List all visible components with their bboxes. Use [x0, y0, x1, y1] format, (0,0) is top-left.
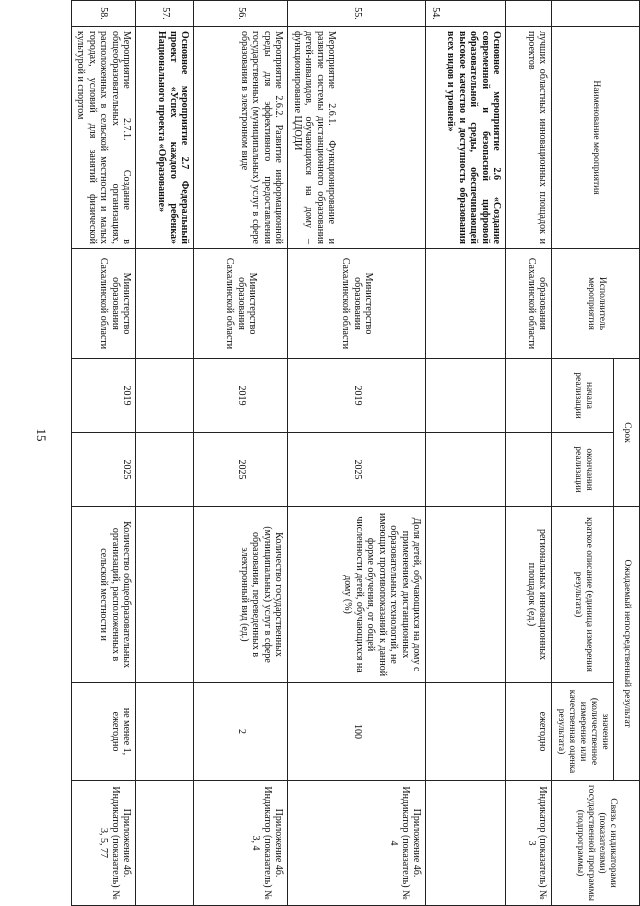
row-start: [136, 359, 194, 433]
header-executor: Исполнитель мероприятия: [552, 249, 640, 359]
row-name: Основное мероприятие 2.6 «Создание современной и безопасной цифровой образовательной среды, обеспечивающей высокое качество и доступность образования всех видов и уровней»: [426, 27, 506, 249]
row-number: 54.: [426, 1, 506, 27]
row-value: [136, 683, 194, 781]
row-link: [426, 781, 506, 906]
row-link: Приложение 4б. Индикатор (показатель) № 4: [288, 781, 426, 906]
header-value: значение (количественное измерение или качественная оценка результата): [552, 683, 614, 781]
header-name: Наименование мероприятия: [552, 27, 640, 249]
row-name: Мероприятие 2.6.1. Функционирование и развитие системы дистанционного образования детей-инвалидов, обучающихся на дому – функционирование ЦДОДИ: [288, 27, 426, 249]
page-number: 15: [34, 428, 49, 442]
header-expected: Ожидаемый непосредственный результат: [614, 507, 640, 781]
table-row: [136, 1, 194, 906]
table-row: [426, 1, 506, 906]
row-value: 100: [288, 683, 426, 781]
row-name: Основное мероприятие 2.7 Федеральный проект «Успех каждого ребенка» Национального проекта «Образование»: [136, 27, 194, 249]
table-row: [194, 1, 288, 906]
row-desc: Количество государственных (муниципальных) услуг в сфере образования, переведенных в электронный вид (ед.): [194, 507, 288, 683]
row-executor: [136, 249, 194, 359]
row-start: 2019: [288, 359, 426, 433]
header-link: Связь с индикаторами (показателями) государственной программы (подпрограммы): [552, 781, 640, 906]
row-executor: Министерство образования Сахалинской области: [194, 249, 288, 359]
row-link: [136, 781, 194, 906]
row-link: Приложение 4б. Индикатор (показатель) № 3, 5, 77: [71, 781, 136, 906]
row-link: Приложение 4б. Индикатор (показатель) № 3, 4: [194, 781, 288, 906]
row-executor: Министерство образования Сахалинской области: [288, 249, 426, 359]
row-value: 2: [194, 683, 288, 781]
row-start: 2019: [71, 359, 136, 433]
table-row: [288, 1, 426, 906]
row-value: [426, 683, 506, 781]
row-desc: Количество общеобразовательных организаций, расположенных в сельской местности и: [71, 507, 136, 683]
header-start: начала реализации: [552, 359, 614, 433]
row-executor: образования Сахалинской области: [506, 249, 552, 359]
row-number: [506, 1, 552, 27]
row-name: лучших областных инновационных площадок и проектов: [506, 27, 552, 249]
row-desc: [136, 507, 194, 683]
row-desc: региональных инновационных площадок (ед.): [506, 507, 552, 683]
measures-table: [71, 0, 640, 906]
row-start: [506, 359, 552, 433]
row-end: 2025: [288, 433, 426, 507]
row-desc: Доля детей, обучающихся на дому с применением дистанционных образовательных технологий, не имеющих противопоказаний к данной форме обучения, от общей численности детей, обучающихся на дому (%): [288, 507, 426, 683]
header-term: Срок: [614, 359, 640, 507]
row-desc: [426, 507, 506, 683]
row-number: 56.: [194, 1, 288, 27]
row-start: 2019: [194, 359, 288, 433]
row-end: 2025: [71, 433, 136, 507]
row-executor: [426, 249, 506, 359]
row-value: не менее 1, ежегодно: [71, 683, 136, 781]
row-name: Мероприятие 2.6.2. Развитие информационной среды для эффективного предоставления государственных (муниципальных) услуг в сфере образования в электронном виде: [194, 27, 288, 249]
row-number: 55.: [288, 1, 426, 27]
row-end: [426, 433, 506, 507]
row-executor: Министерство образования Сахалинской области: [71, 249, 136, 359]
header-end: окончания реализации: [552, 433, 614, 507]
row-start: [426, 359, 506, 433]
table-container: [75, 0, 640, 905]
header-short-desc: краткое описание (единица измерения результата): [552, 507, 614, 683]
table-row: [71, 1, 136, 906]
table-row: [506, 1, 552, 906]
header-num: [552, 1, 640, 27]
row-end: [136, 433, 194, 507]
row-number: 58.: [71, 1, 136, 27]
row-end: [506, 433, 552, 507]
row-number: 57.: [136, 1, 194, 27]
row-value: ежегодно: [506, 683, 552, 781]
row-name: Мероприятие 2.7.1. Создание в общеобразовательных организациях, расположенных в сельской местности и малых городах, условий для занятий физической культурой и спортом: [71, 27, 136, 249]
rotated-table-frame: [75, 0, 640, 905]
row-end: 2025: [194, 433, 288, 507]
row-link: Индикатор (показатель) № 3: [506, 781, 552, 906]
